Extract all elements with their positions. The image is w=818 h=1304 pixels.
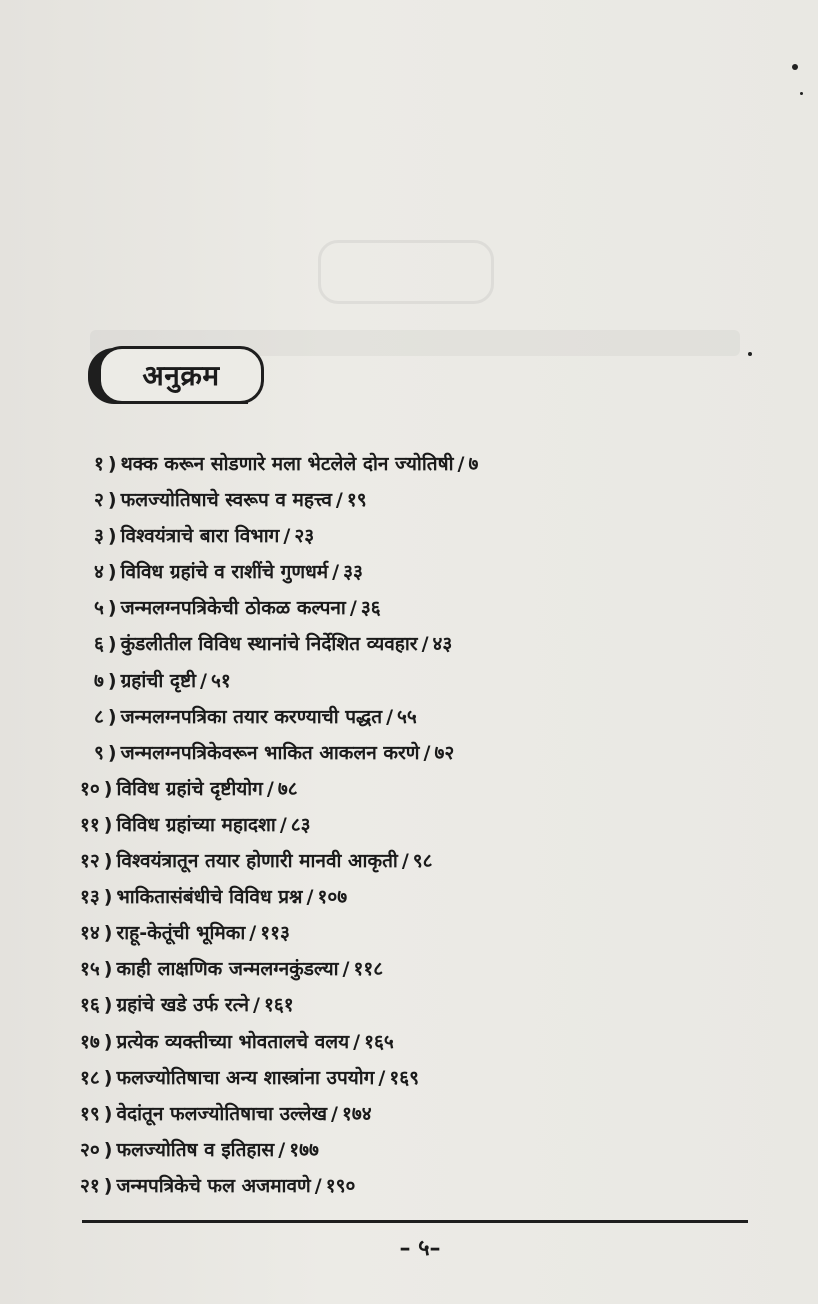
toc-entry [80, 446, 760, 482]
toc-entry-paren: ) [107, 489, 117, 512]
toc-entry-title: ग्रहांची दृष्टी [120, 669, 197, 692]
toc-entry [80, 626, 760, 662]
heading-badge-frame [98, 346, 264, 404]
toc-entry-page: १६१ [263, 994, 294, 1017]
toc-entry-number: ९ [94, 741, 104, 764]
toc-entry [80, 663, 760, 699]
toc-entry-page: १०७ [317, 886, 348, 909]
toc-entry-slash: / [386, 705, 394, 728]
toc-entry-number: १४ [80, 922, 100, 945]
toc-entry-page: २३ [294, 525, 315, 548]
toc-entry-title: विविध ग्रहांच्या महादशा [116, 813, 276, 836]
toc-entry-number: ८ [94, 705, 104, 728]
toc-entry-paren: ) [103, 850, 113, 873]
toc-entry-title: विश्वयंत्राचे बारा विभाग [120, 525, 280, 548]
toc-entry [80, 843, 760, 879]
toc-entry-slash: / [332, 561, 340, 584]
toc-entry-slash: / [306, 886, 314, 909]
toc-entry-paren: ) [103, 1030, 113, 1053]
toc-entry-number: ४ [94, 561, 104, 584]
toc-entry-paren: ) [107, 561, 117, 584]
toc-entry [80, 807, 760, 843]
toc-entry-paren: ) [107, 453, 117, 475]
toc-entry-page: ५५ [397, 705, 417, 728]
toc-entry-title: फलज्योतिषाचे स्वरूप व महत्त्व [120, 489, 332, 512]
toc-entry-paren: ) [103, 958, 113, 981]
toc-entry [80, 951, 760, 987]
toc-entry [80, 1024, 760, 1060]
toc-entry-page: ८३ [290, 813, 311, 836]
toc-entry-page: ९८ [412, 850, 433, 873]
toc-entry-number: १३ [80, 886, 100, 909]
toc-entry-page: ११३ [260, 922, 290, 945]
toc-entry-title: काही लाक्षणिक जन्मलग्नकुंडल्या [116, 958, 339, 981]
toc-entry-page: १७४ [341, 1102, 372, 1125]
toc-entry [80, 1132, 760, 1168]
toc-entry-paren: ) [107, 669, 117, 692]
toc-entry-slash: / [266, 777, 274, 800]
toc-entry-page: ३६ [360, 597, 381, 620]
speck-mark [748, 352, 752, 356]
toc-entry-title: विविध ग्रहांचे दृष्टीयोग [116, 777, 263, 800]
toc-entry-title: प्रत्येक व्यक्तीच्या भोवतालचे वलय [116, 1030, 350, 1053]
toc-entry-page: ७२ [434, 741, 455, 764]
toc-entry-title: कुंडलीतील विविध स्थानांचे निर्देशित व्यवहार [120, 633, 418, 656]
bleed-through-box [318, 240, 494, 304]
footer-rule [82, 1220, 748, 1223]
toc-entry-title: भाकितासंबंधीचे विविध प्रश्न [116, 886, 303, 909]
toc-entry-page: १७७ [289, 1138, 319, 1161]
toc-entry [80, 735, 760, 771]
speck-mark [792, 64, 798, 70]
toc-entry-slash: / [283, 525, 291, 548]
toc-entry-paren: ) [107, 741, 117, 764]
toc-entry-slash: / [342, 958, 350, 981]
toc-entry-slash: / [349, 597, 357, 620]
toc-entry [80, 1060, 760, 1096]
toc-entry-page: १९ [346, 489, 367, 512]
toc-entry-number: ३ [94, 525, 104, 548]
toc-entry-page: ७ [468, 453, 479, 475]
toc-entry-slash: / [353, 1030, 361, 1053]
toc-entry-paren: ) [107, 705, 117, 728]
toc-entry-number: २ [94, 489, 104, 512]
toc-entry-slash: / [200, 669, 207, 692]
toc-entry-title: विविध ग्रहांचे व राशींचे गुणधर्म [120, 561, 329, 584]
toc-entry-title: जन्मलग्नपत्रिका तयार करण्याची पद्धत [120, 705, 383, 728]
toc-entry-slash: / [378, 1066, 386, 1089]
toc-entry-title: थक्क करून सोडणारे मला भेटलेले दोन ज्योतिषी [120, 453, 454, 475]
toc-entry-slash: / [331, 1102, 338, 1125]
toc-entry-number: १८ [80, 1066, 100, 1089]
toc-entry-paren: ) [107, 525, 117, 548]
toc-entry-number: ११ [80, 813, 100, 836]
toc-entry [80, 699, 760, 735]
heading-badge [88, 346, 268, 408]
toc-entry-slash: / [457, 453, 465, 475]
toc-entry-title: जन्मपत्रिकेचे फल अजमावणे [116, 1174, 311, 1197]
toc-entry-number: ७ [94, 669, 104, 692]
toc-entry-title: राहू-केतूंची भूमिका [116, 922, 246, 945]
toc-entry-title: ग्रहांचे खडे उर्फ रत्ने [116, 994, 250, 1017]
toc-entry-title: फलज्योतिष व इतिहास [116, 1138, 275, 1161]
toc-entry-paren: ) [103, 777, 113, 800]
toc-entry-slash: / [335, 489, 343, 512]
toc-entry-slash: / [401, 850, 409, 873]
toc-entry-slash: / [423, 741, 431, 764]
toc-entry-paren: ) [107, 633, 117, 656]
toc-entry [80, 554, 760, 590]
toc-entry-paren: ) [103, 1174, 113, 1197]
toc-entry-page: ११८ [353, 958, 384, 981]
toc-entry-number: १० [80, 777, 100, 800]
toc-entry-number: १५ [80, 958, 100, 981]
toc-entry-page: १९० [325, 1174, 356, 1197]
toc-entry-page: ७८ [277, 777, 298, 800]
toc-entry-paren: ) [103, 1102, 113, 1125]
toc-entry-title: जन्मलग्नपत्रिकेची ठोकळ कल्पना [120, 597, 346, 620]
toc-entry-number: १९ [80, 1102, 100, 1125]
toc-entry [80, 518, 760, 554]
toc-entry [80, 771, 760, 807]
toc-entry-title: फलज्योतिषाचा अन्य शास्त्रांना उपयोग [116, 1066, 375, 1089]
toc-entry-number: ६ [94, 633, 104, 656]
toc-entry-number: १ [94, 453, 104, 475]
toc-entry-number: १२ [80, 850, 100, 873]
toc-entry-slash: / [253, 994, 260, 1017]
toc-entry-number: १७ [80, 1030, 100, 1053]
toc-entry-slash: / [421, 633, 429, 656]
toc-entry [80, 482, 760, 518]
toc-entry-slash: / [279, 813, 287, 836]
table-of-contents [80, 446, 760, 1204]
toc-entry-title: वेदांतून फलज्योतिषाचा उल्लेख [116, 1102, 328, 1125]
speck-mark [800, 92, 803, 95]
toc-entry-number: १६ [80, 994, 100, 1017]
toc-entry-paren: ) [103, 1066, 113, 1089]
toc-entry [80, 879, 760, 915]
toc-entry-paren: ) [103, 813, 113, 836]
toc-entry-number: २० [80, 1138, 100, 1161]
toc-entry [80, 987, 760, 1023]
toc-entry-paren: ) [103, 886, 113, 909]
toc-entry-paren: ) [103, 922, 113, 945]
toc-entry-paren: ) [103, 1138, 113, 1161]
toc-entry-page: ३३ [343, 561, 363, 584]
toc-entry [80, 1168, 760, 1204]
toc-entry-number: २१ [80, 1174, 100, 1197]
toc-entry-page: ५१ [210, 669, 231, 692]
toc-entry-slash: / [314, 1174, 322, 1197]
page-heading: अनुक्रम [142, 359, 220, 392]
toc-entry-paren: ) [103, 994, 113, 1017]
toc-entry-title: जन्मलग्नपत्रिकेवरून भाकित आकलन करणे [120, 741, 420, 764]
toc-entry-title: विश्वयंत्रातून तयार होणारी मानवी आकृती [116, 850, 398, 873]
toc-entry [80, 915, 760, 951]
toc-entry-page: ४३ [432, 633, 453, 656]
toc-entry [80, 1096, 760, 1132]
toc-entry-number: ५ [94, 597, 104, 620]
toc-entry-slash: / [278, 1138, 286, 1161]
toc-entry-paren: ) [107, 597, 117, 620]
toc-entry-page: १६९ [389, 1066, 419, 1089]
page-number: – ५– [399, 1236, 441, 1261]
toc-entry-slash: / [249, 922, 257, 945]
toc-entry-page: १६५ [364, 1030, 394, 1053]
toc-entry [80, 590, 760, 626]
